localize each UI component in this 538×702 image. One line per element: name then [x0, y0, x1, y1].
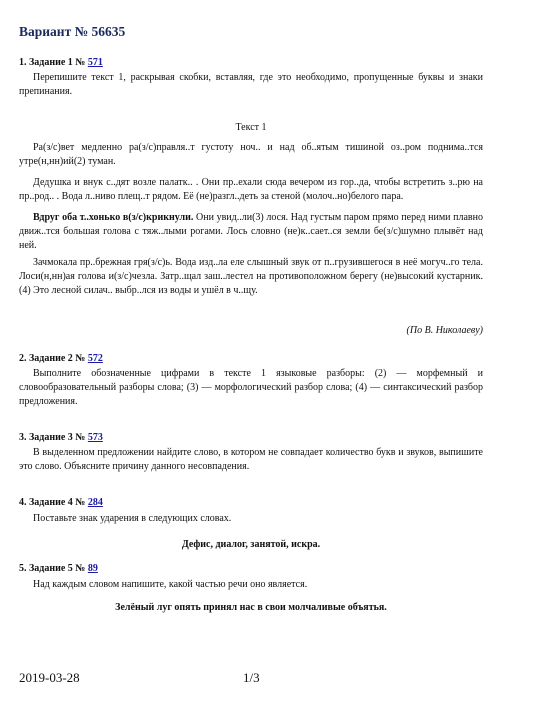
text-1-paragraph-4: Зачмокала пр..брежная гря(з/с)ь. Вода изд..ла еле слышный звук от п..грузившегося в неё могуч..го тела. Лоси(н,нн)ая голова и(з/с)чезла. Затр..щал заш..лестел на противоположном берегу (не)высокий кустарник.(4) Это лесной силач.. выбр..лся из воды и ушёл в ч..щу.: [19, 257, 483, 296]
text-1-paragraph-3: [19, 211, 483, 253]
task-4-instruction: Поставьте знак ударения в следующих словах.: [33, 513, 232, 524]
task-5-prefix: 5. Задание 5 №: [19, 563, 88, 574]
task-5-link[interactable]: 89: [87, 563, 98, 574]
task-5-instruction: Над каждым словом напишите, какой частью речи оно является.: [33, 579, 308, 590]
highlighted-sentence: Вдруг оба т..хонько в(з/с)крикнули.: [33, 212, 194, 223]
text-1-paragraph-1: Ра(з/с)вет медленно ра(з/с)правля..т густоту ноч.. и над об..ятым тишиной оз..ром поднима..тся утре(н,нн)ий(2) туман.: [19, 142, 483, 167]
task-1-link[interactable]: 571: [87, 57, 103, 68]
task-2-instruction: Выполните обозначенные цифрами в тексте 1 языковые разборы: (2) — морфемный и словообразовательный разборы слова; (3) — морфологический разбор слова; (4) — синтаксический разбор предложения.: [19, 368, 483, 407]
task-4-heading: [19, 497, 103, 508]
task-2-prefix: 2. Задание 2 №: [19, 353, 88, 364]
paragraph-3-rest: Они увид..ли(3) лося. Над густым паром прямо перед ними плавно движ..тся большая голова с тяж..лыми рогами. Лось словно (не)к..сает..ся земли бе(з/с)шумно плывёт над ней.: [19, 212, 484, 251]
variant-title: Вариант № 56635: [19, 24, 126, 39]
task-5-sentence: Зелёный луг опять принял нас в свои молчаливые объятья.: [115, 602, 387, 613]
task-3-heading: [19, 432, 103, 443]
task-3-instruction: В выделенном предложении найдите слово, в котором не совпадает количество букв и звуков, выпишите это слово. Объясните причину данного несовпадения.: [19, 447, 483, 472]
text-1-heading: Текст 1: [235, 122, 267, 133]
task-4-prefix: 4. Задание 4 №: [19, 497, 88, 508]
text-author: (По В. Николаеву): [406, 325, 483, 336]
task-3-link[interactable]: 573: [87, 432, 103, 443]
task-2-link[interactable]: 572: [87, 353, 103, 364]
task-1-instruction: Перепишите текст 1, раскрывая скобки, вставляя, где это необходимо, пропущенные буквы и знаки препинания.: [19, 72, 483, 97]
task-3-prefix: 3. Задание 3 №: [19, 432, 88, 443]
footer-date: 2019-03-28: [19, 670, 80, 685]
task-4-words: Дефис, диалог, занятой, искра.: [181, 539, 321, 550]
task-4-link[interactable]: 284: [87, 497, 103, 508]
task-1-prefix: 1. Задание 1 №: [19, 57, 88, 68]
text-1-paragraph-2: Дедушка и внук с..дят возле палатк.. . Они пр..ехали сюда вечером из гор..да, чтобы встретить з..рю на пр..род.. . Вода л..ниво плещ..т рядом. Её (не)разгл..деть за стеной (молоч..но)белого пара.: [19, 177, 483, 202]
task-2-heading: [19, 353, 103, 364]
task-1-heading: [19, 57, 103, 68]
task-5-heading: [19, 563, 98, 574]
footer-page-number: 1/3: [243, 670, 260, 685]
